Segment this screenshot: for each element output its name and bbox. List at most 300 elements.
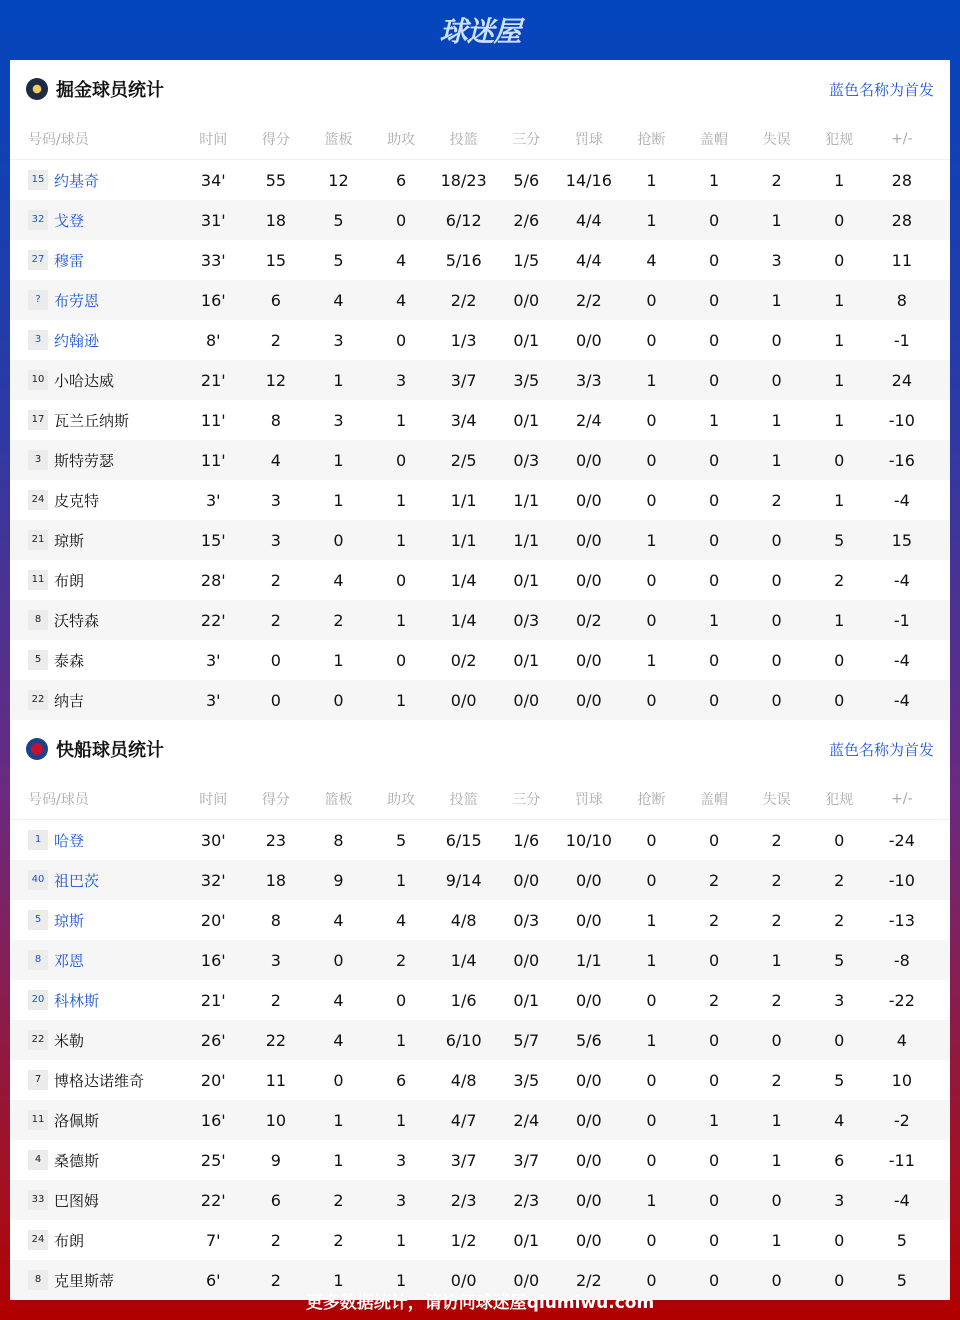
stat-cell: 1/1 [513, 490, 540, 510]
column-header[interactable]: 抢断 [637, 131, 666, 148]
stat-cell: 0 [708, 370, 720, 390]
stat-cell: 4 [333, 1030, 344, 1050]
player-name[interactable]: 布朗 [54, 1231, 85, 1250]
player-row[interactable] [10, 940, 950, 980]
stat-cell: -13 [888, 910, 915, 930]
stat-cell: 1 [708, 170, 720, 190]
stat-cell: 2/4 [575, 410, 602, 430]
stat-cell: 0 [333, 950, 344, 970]
stat-cell: 0 [771, 1030, 782, 1050]
stat-cell: 5 [333, 210, 344, 230]
player-name[interactable]: 洛佩斯 [54, 1111, 100, 1130]
player-cell [10, 1150, 182, 1171]
stat-cell: 0/0 [575, 870, 602, 890]
stat-cell: 0 [646, 290, 657, 310]
player-row[interactable] [10, 1220, 950, 1260]
player-row[interactable] [10, 1180, 950, 1220]
player-cell [10, 290, 182, 311]
stat-cell: 1 [333, 1110, 344, 1130]
column-header[interactable]: 三分 [512, 131, 541, 148]
player-row[interactable] [10, 560, 950, 600]
stat-cell: 0 [646, 1270, 657, 1290]
player-name[interactable]: 泰森 [54, 651, 85, 670]
column-header[interactable]: +/- [891, 130, 913, 147]
stat-cell: 4 [270, 450, 281, 470]
column-header[interactable]: 罚球 [574, 791, 603, 808]
stat-cell: 0 [834, 650, 845, 670]
player-cell [10, 450, 182, 471]
stat-cell: -4 [893, 650, 910, 670]
stat-cell: 3/4 [450, 410, 477, 430]
player-row[interactable] [10, 280, 950, 320]
stat-cell: 2 [333, 1190, 344, 1210]
player-row[interactable] [10, 600, 950, 640]
stat-cell: 55 [265, 170, 287, 190]
stat-cell: 1 [834, 330, 845, 350]
section-header [10, 60, 950, 118]
jersey-number: 20 [28, 990, 48, 1010]
stat-cell: 5 [395, 830, 407, 850]
stat-cell: 5 [896, 1270, 907, 1290]
player-row[interactable] [10, 1060, 950, 1100]
stat-cell: 2 [708, 870, 720, 890]
stat-cell: 34' [200, 170, 226, 190]
stat-cell: 1 [395, 490, 407, 510]
player-cell [10, 910, 182, 931]
stat-cell: 30' [200, 830, 226, 850]
stat-cell: 0/0 [575, 490, 602, 510]
stat-cell: 3/7 [513, 1150, 540, 1170]
stat-cell: 8 [270, 410, 281, 430]
stat-cell: 0 [771, 650, 782, 670]
stat-cell: 0/0 [575, 1110, 602, 1130]
column-header[interactable]: 盖帽 [700, 131, 729, 148]
column-header[interactable]: 投篮 [449, 131, 478, 148]
player-name[interactable]: 小哈达威 [54, 371, 115, 390]
stat-cell: 0 [708, 650, 720, 670]
stat-cell: 1 [395, 610, 407, 630]
stat-cell: 8 [333, 830, 344, 850]
stat-cell: 1 [646, 910, 657, 930]
stat-cell: 0/0 [450, 1270, 477, 1290]
column-header[interactable]: 投篮 [449, 791, 478, 808]
stat-cell: 4 [395, 250, 407, 270]
stat-cell: 18 [265, 210, 287, 230]
stat-cell: 0 [771, 530, 782, 550]
jersey-number: 32 [28, 210, 48, 230]
stat-cell: 3 [270, 490, 281, 510]
stat-cell: 2/2 [450, 290, 477, 310]
player-name[interactable]: 约基奇 [54, 171, 100, 190]
stat-cell: 3 [395, 1190, 407, 1210]
column-header[interactable]: 失误 [762, 791, 791, 808]
player-row[interactable] [10, 640, 950, 680]
stat-cell: 21' [200, 990, 226, 1010]
stat-cell: 0 [646, 870, 657, 890]
stat-cell: 0/0 [450, 690, 477, 710]
player-name[interactable]: 戈登 [54, 211, 85, 230]
player-row[interactable] [10, 680, 950, 720]
column-header[interactable]: 得分 [261, 131, 290, 148]
jersey-number: 15 [28, 170, 48, 190]
player-row[interactable] [10, 1140, 950, 1180]
starter-note: 蓝色名称为首发 [828, 740, 934, 759]
stat-cell: 21' [200, 370, 226, 390]
player-cell [10, 250, 182, 271]
jersey-number: 24 [28, 1230, 48, 1250]
stat-cell: 0 [646, 330, 657, 350]
stat-cell: -10 [888, 870, 915, 890]
stat-cell: 3 [771, 250, 782, 270]
stat-cell: 3/7 [450, 370, 477, 390]
stat-cell: 0 [708, 830, 720, 850]
stat-cell: 0 [708, 290, 720, 310]
column-header[interactable]: 犯规 [825, 791, 854, 808]
stat-cell: 0 [834, 830, 845, 850]
stat-cell: 0/1 [513, 570, 540, 590]
team-section [10, 60, 950, 720]
column-header[interactable]: 时间 [199, 791, 228, 808]
stat-cell: 0 [708, 690, 720, 710]
stat-cell: 1 [771, 1110, 782, 1130]
footer-banner[interactable]: 更多数据统计，请访问球迷屋qiumiwu.com [305, 1292, 655, 1313]
jersey-number: 27 [28, 250, 48, 270]
stat-cell: 11' [200, 450, 226, 470]
stat-cell: 22' [200, 610, 226, 630]
player-row[interactable] [10, 980, 950, 1020]
column-header[interactable]: 失误 [762, 131, 791, 148]
stat-cell: 0/0 [575, 330, 602, 350]
player-name[interactable]: 米勒 [54, 1031, 85, 1050]
stat-cell: 31' [200, 210, 226, 230]
stat-cell: 1 [333, 370, 344, 390]
stat-cell: 4/8 [450, 1070, 477, 1090]
player-name[interactable]: 琼斯 [54, 531, 85, 550]
player-row[interactable] [10, 1100, 950, 1140]
stat-cell: 1 [395, 1230, 407, 1250]
jersey-number: 11 [28, 570, 48, 590]
stat-cell: 0/0 [513, 690, 540, 710]
stat-cell: 1 [395, 1270, 407, 1290]
stat-cell: 0 [708, 530, 720, 550]
player-name[interactable]: 邓恩 [54, 951, 85, 970]
column-header[interactable]: 篮板 [324, 131, 353, 148]
stat-cell: 2 [771, 910, 782, 930]
stat-cell: 0 [834, 210, 845, 230]
stat-cell: 0 [646, 1230, 657, 1250]
jersey-number: 22 [28, 1030, 48, 1050]
jersey-number: 17 [28, 410, 48, 430]
jersey-number: 5 [28, 650, 48, 670]
player-name[interactable]: 皮克特 [54, 491, 100, 510]
stat-cell: 0/1 [513, 1230, 540, 1250]
stat-cell: 0 [395, 650, 407, 670]
jersey-number: ? [28, 290, 48, 310]
column-header[interactable]: 篮板 [324, 791, 353, 808]
column-header[interactable]: 三分 [512, 791, 541, 808]
jersey-number: 22 [28, 690, 48, 710]
stat-cell: 32' [200, 870, 226, 890]
column-header[interactable]: 助攻 [387, 131, 416, 148]
player-cell [10, 690, 182, 711]
jersey-number: 3 [28, 450, 48, 470]
stat-cell: 14/16 [565, 170, 612, 190]
player-name[interactable]: 纳吉 [54, 691, 85, 710]
player-cell [10, 1110, 182, 1131]
stat-cell: 0/0 [575, 530, 602, 550]
player-row[interactable] [10, 1020, 950, 1060]
stat-cell: 1 [771, 210, 782, 230]
stat-cell: 4 [395, 910, 407, 930]
qiumiwu-logo: 球迷屋 [439, 15, 521, 48]
stat-cell: 10/10 [565, 830, 612, 850]
stat-cell: 3 [834, 990, 845, 1010]
stat-cell: 15 [891, 530, 912, 550]
stat-cell: 6/15 [445, 830, 482, 850]
player-cell [10, 610, 182, 631]
stat-cell: 0 [708, 1030, 720, 1050]
stat-cell: 33' [200, 250, 226, 270]
stat-cell: 0 [771, 610, 782, 630]
column-header[interactable]: 号码/球员 [28, 131, 89, 148]
stat-cell: 1 [395, 410, 407, 430]
stat-cell: 10 [265, 1110, 287, 1130]
player-name[interactable]: 博格达诺维奇 [54, 1071, 145, 1090]
stat-cell: 0 [333, 530, 344, 550]
player-row[interactable] [10, 480, 950, 520]
stat-cell: -16 [888, 450, 915, 470]
stat-cell: 26' [200, 1030, 226, 1050]
stat-cell: 2 [333, 610, 344, 630]
stat-cell: 0 [646, 490, 657, 510]
stat-cell: 0/0 [575, 1230, 602, 1250]
stat-cell: 1 [708, 410, 720, 430]
stat-cell: 3 [270, 950, 281, 970]
stat-cell: 3/3 [575, 370, 602, 390]
stat-cell: 16' [200, 950, 226, 970]
stat-cell: 3' [206, 650, 221, 670]
player-row[interactable] [10, 520, 950, 560]
player-name[interactable]: 祖巴茨 [54, 871, 100, 890]
stat-cell: 25' [200, 1150, 226, 1170]
stat-cell: 1/1 [450, 490, 477, 510]
stat-cell: 0 [708, 1150, 720, 1170]
stat-cell: 4/7 [450, 1110, 477, 1130]
jersey-number: 1 [28, 830, 48, 850]
stat-cell: 16' [200, 290, 226, 310]
player-name[interactable]: 科林斯 [54, 991, 100, 1010]
player-name[interactable]: 穆雷 [54, 251, 85, 270]
stat-cell: 1 [834, 490, 845, 510]
jersey-number: 8 [28, 950, 48, 970]
stat-cell: 0 [708, 330, 720, 350]
starter-note: 蓝色名称为首发 [828, 80, 934, 99]
player-row[interactable] [10, 160, 950, 200]
stat-cell: 3 [834, 1190, 845, 1210]
stat-cell: 3 [395, 1150, 407, 1170]
player-row[interactable] [10, 440, 950, 480]
column-header[interactable]: 罚球 [574, 131, 603, 148]
column-header[interactable]: 抢断 [637, 791, 666, 808]
column-header[interactable]: 犯规 [825, 131, 854, 148]
player-row[interactable] [10, 900, 950, 940]
stat-cell: 0 [646, 1070, 657, 1090]
stat-cell: 1 [333, 1150, 344, 1170]
stat-cell: 0 [834, 1030, 845, 1050]
stat-cell: 20' [200, 1070, 226, 1090]
stat-cell: 2 [771, 830, 782, 850]
player-name[interactable]: 巴图姆 [54, 1191, 100, 1210]
player-name[interactable]: 约翰逊 [54, 331, 100, 350]
stat-cell: 3/7 [450, 1150, 477, 1170]
stat-cell: 12 [265, 370, 287, 390]
stat-cell: 0 [708, 210, 720, 230]
section-header [10, 720, 950, 778]
stat-cell: 0 [771, 690, 782, 710]
stat-cell: 1 [834, 370, 845, 390]
stat-cell: -2 [893, 1110, 910, 1130]
column-header[interactable]: 号码/球员 [28, 791, 89, 808]
stat-cell: 1 [646, 210, 657, 230]
player-name[interactable]: 琼斯 [54, 911, 85, 930]
stat-cell: 1 [708, 1110, 720, 1130]
stat-cell: 1/6 [450, 990, 477, 1010]
stat-cell: 4 [896, 1030, 907, 1050]
stat-cell: 5/6 [513, 170, 540, 190]
stat-cell: 1 [646, 950, 657, 970]
stat-cell: 8' [206, 330, 221, 350]
stat-cell: 2 [395, 950, 407, 970]
stat-cell: 0/0 [575, 990, 602, 1010]
player-name[interactable]: 沃特森 [54, 611, 100, 630]
stat-cell: 2 [270, 570, 281, 590]
column-header-row [10, 118, 950, 160]
stat-cell: 0 [708, 1270, 720, 1290]
stat-cell: 18 [265, 870, 287, 890]
player-name[interactable]: 瓦兰丘纳斯 [54, 411, 130, 430]
stat-cell: 1 [395, 690, 407, 710]
stat-cell: 4/4 [575, 210, 602, 230]
stat-cell: 4/8 [450, 910, 477, 930]
jersey-number: 7 [28, 1070, 48, 1090]
jersey-number: 8 [28, 610, 48, 630]
team-title: 掘金球员统计 [56, 80, 164, 101]
stat-cell: 3' [206, 690, 221, 710]
stat-cell: 1 [333, 450, 344, 470]
stat-cell: 11' [200, 410, 226, 430]
player-cell [10, 170, 182, 191]
stat-cell: 0 [834, 690, 845, 710]
stat-cell: 0 [646, 1150, 657, 1170]
stat-cell: 0 [771, 570, 782, 590]
stat-cell: 2/4 [513, 1110, 540, 1130]
stat-cell: 1 [646, 1030, 657, 1050]
player-row[interactable] [10, 320, 950, 360]
column-header[interactable]: +/- [891, 790, 913, 807]
stat-cell: 1/6 [513, 830, 540, 850]
stat-cell: 1 [834, 170, 845, 190]
stat-cell: 2 [834, 910, 845, 930]
stat-cell: -8 [893, 950, 910, 970]
stat-cell: 6/12 [445, 210, 482, 230]
stat-cell: 28' [200, 570, 226, 590]
stat-cell: 0/0 [513, 950, 540, 970]
stat-cell: 1 [395, 530, 407, 550]
player-name[interactable]: 哈登 [54, 831, 85, 850]
stat-cell: 3' [206, 490, 221, 510]
stat-cell: 1 [771, 450, 782, 470]
player-row[interactable] [10, 360, 950, 400]
stat-cell: -11 [888, 1150, 915, 1170]
stat-cell: 0/2 [450, 650, 477, 670]
stat-cell: 2/2 [575, 290, 602, 310]
player-cell [10, 330, 182, 351]
stat-cell: 0/0 [513, 290, 540, 310]
stat-cell: 22' [200, 1190, 226, 1210]
player-cell [10, 870, 182, 891]
stat-cell: 9 [333, 870, 344, 890]
player-row[interactable] [10, 240, 950, 280]
stat-cell: 0 [771, 1270, 782, 1290]
player-name[interactable]: 斯特劳瑟 [54, 451, 115, 470]
stat-cell: 1 [395, 870, 407, 890]
stat-cell: 2 [771, 870, 782, 890]
column-header[interactable]: 盖帽 [700, 791, 729, 808]
player-row[interactable] [10, 400, 950, 440]
stat-cell: 15' [200, 530, 226, 550]
stat-cell: 0 [708, 1070, 720, 1090]
stat-cell: 1/1 [450, 530, 477, 550]
stat-cell: 0/3 [513, 910, 540, 930]
stat-cell: 3/5 [513, 1070, 540, 1090]
stat-cell: 5 [896, 1230, 907, 1250]
player-row[interactable] [10, 200, 950, 240]
stat-cell: -24 [888, 830, 915, 850]
stat-cell: 1 [395, 1030, 407, 1050]
column-header[interactable]: 时间 [199, 131, 228, 148]
stat-cell: 2 [771, 990, 782, 1010]
stat-cell: 1 [646, 530, 657, 550]
stat-cell: 1 [646, 370, 657, 390]
column-header[interactable]: 助攻 [387, 791, 416, 808]
stat-cell: 2/5 [450, 450, 477, 470]
column-header[interactable]: 得分 [261, 791, 290, 808]
stat-cell: 4 [333, 910, 344, 930]
player-cell [10, 1070, 182, 1091]
player-name[interactable]: 克里斯蒂 [54, 1271, 115, 1290]
player-row[interactable] [10, 820, 950, 860]
player-row[interactable] [10, 860, 950, 900]
jersey-number: 8 [28, 1270, 48, 1290]
stat-cell: 0 [708, 570, 720, 590]
stat-cell: 0 [771, 1190, 782, 1210]
player-name[interactable]: 布劳恩 [54, 291, 100, 310]
stat-cell: 9 [270, 1150, 281, 1170]
stat-cell: 1/1 [575, 950, 602, 970]
player-name[interactable]: 桑德斯 [54, 1151, 100, 1170]
nuggets-logo-icon [26, 78, 48, 100]
stat-cell: 3 [270, 530, 281, 550]
stat-cell: 5 [834, 530, 845, 550]
stat-cell: 0 [270, 650, 281, 670]
player-name[interactable]: 布朗 [54, 571, 85, 590]
stat-cell: 4 [333, 990, 344, 1010]
stat-cell: 0 [771, 370, 782, 390]
player-cell [10, 650, 182, 671]
jersey-number: 5 [28, 910, 48, 930]
stat-cell: 4 [333, 570, 344, 590]
stat-cell: 2 [771, 490, 782, 510]
